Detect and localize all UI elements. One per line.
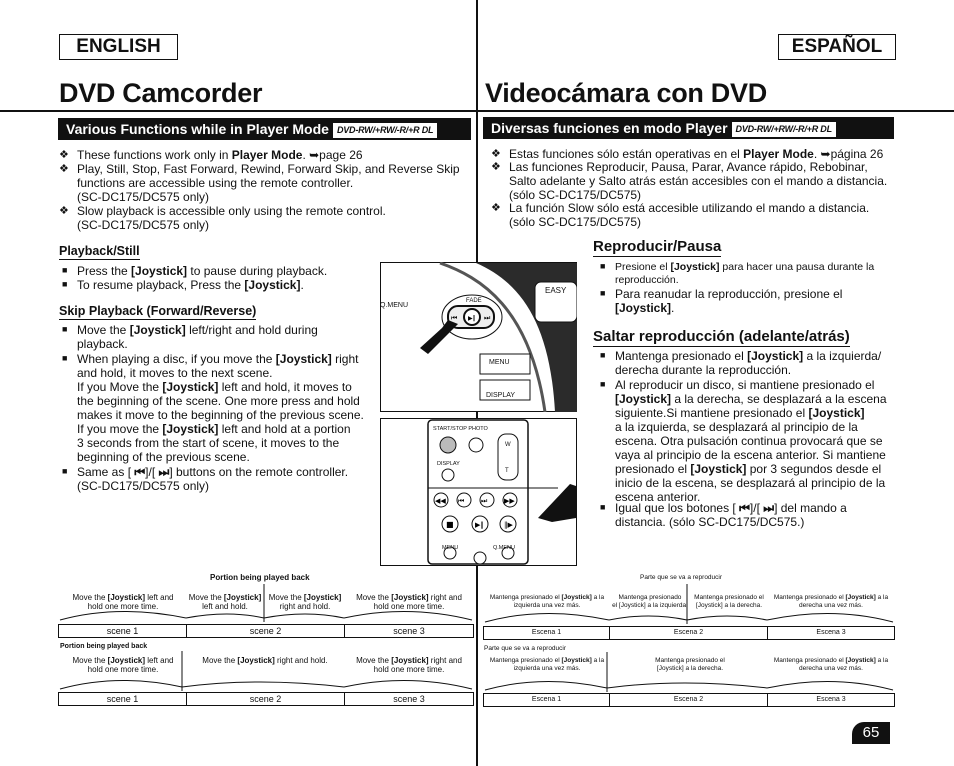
en-scene-1b: scene 1 [59,693,187,705]
diamond-bullet-icon: ❖ [59,149,69,161]
english-label: ENGLISH [59,34,178,60]
es-skip-1: ■ Mantenga presionado el [Joystick] a la izquierda/ derecha durante la reproducción. [600,349,882,377]
es-scene-bar-top [483,626,895,640]
camera-qmenu-label: Q.MENU [380,302,408,309]
title-rule-right [478,110,954,112]
remote-qmenu-label: Q.MENU [493,545,515,551]
title-rule-left [0,110,476,112]
diamond-bullet-icon: ❖ [59,205,69,217]
es-top-caption-3: Mantenga presionado el [Joystick] a la derecha. [694,594,764,609]
es-top-caption-1: Mantenga presionado el [Joystick] a la izquierda una vez más. [489,594,605,609]
diamond-bullet-icon: ❖ [491,148,501,160]
en-scene-bar-bottom [58,692,474,706]
en-scene-1: scene 1 [59,625,187,637]
svg-text:■: ■ [446,520,454,529]
en-bottom-caption-2: Move the [Joystick] right and hold. [202,656,328,665]
svg-text:⏭: ⏭ [484,314,491,322]
page-title-es: Videocámara con DVD [485,78,767,108]
square-bullet-icon: ■ [600,379,606,389]
en-bottom-caption-3: Move the [Joystick] right and hold one more time. [356,656,462,674]
es-scene-2: Escena 2 [610,627,768,639]
diamond-bullet-icon: ❖ [491,161,501,173]
es-play-2: ■ Para reanudar la reproducción, presione el [Joystick]. [600,287,843,315]
remote-illustration [380,418,577,566]
en-intro-1: ❖ These functions work only in Player Mode. ➥page 26 [59,148,363,162]
square-bullet-icon: ■ [62,353,68,363]
es-top-caption-2: Mantenga presionado el [Joystick] a la izquierda. [612,594,688,609]
en-scene-2b: scene 2 [187,693,345,705]
camera-fade-label: FADE [466,298,482,304]
svg-text:▶‖: ▶‖ [468,315,476,322]
remote-menu-label: MENU [442,545,459,551]
section-title-es: Diversas funciones en modo Player [491,120,728,136]
square-bullet-icon: ■ [62,279,68,289]
en-scene-3: scene 3 [393,626,425,636]
en-intro-3: ❖ Slow playback is accessible only using the remote control. [59,204,386,218]
es-scene-1b: Escena 1 [484,694,610,706]
remote-w-label: W [505,442,511,448]
en-scene-3b: scene 3 [393,694,425,704]
section-header-es [483,117,894,139]
es-intro-3: ❖ La función Slow sólo está accesible utilizando el mando a distancia. (sólo SC-DC175/DC575) [491,201,870,229]
en-scene-2: scene 2 [187,625,345,637]
es-bottom-caption-1: Mantenga presionado el [Joystick] a la izquierda una vez más. [489,657,605,672]
en-skip-2: ■ When playing a disc, if you move the [Joystick] right and hold, it moves to the next scene. If you Move the [Joystick] left and hold, it moves to the beginning of the scene. One more press and hold makes it move to the beginning of the previous scene. If you move the [Joystick] left and hold at a portion 3 seconds from the start of scene, it moves to the beginning of the previous scene. [62,352,364,464]
reproducir-pausa-heading: Reproducir/Pausa [593,238,722,255]
svg-text:⏮: ⏮ [458,497,465,505]
disc-badge-en: DVD-RW/+RW/-R/+R DL [333,123,437,138]
en-top-caption-2: Move the [Joystick] left and hold. [188,593,262,611]
diamond-bullet-icon: ❖ [491,202,501,214]
square-bullet-icon: ■ [62,265,68,275]
remote-display-label: DISPLAY [437,461,460,467]
section-title-en: Various Functions while in Player Mode [66,121,329,137]
es-top-caption-4: Mantenga presionado el [Joystick] a la derecha una vez más. [773,594,889,609]
disc-badge-es: DVD-RW/+RW/-R/+R DL [732,122,836,137]
svg-text:◀◀: ◀◀ [435,497,446,505]
es-portion-label-1: Parte que se va a reproducir [640,574,723,581]
square-bullet-icon: ■ [62,324,68,334]
es-bottom-caption-3: Mantenga presionado el [Joystick] a la derecha una vez más. [773,657,889,672]
saltar-reproduccion-heading: Saltar reproducción (adelante/atrás) [593,328,850,345]
en-top-caption-3: Move the [Joystick] right and hold. [268,593,342,611]
remote-t-label: T [505,468,509,474]
square-bullet-icon: ■ [62,466,68,476]
diamond-bullet-icon: ❖ [59,163,69,175]
camcorder-illustration [380,262,577,412]
page-title-en: DVD Camcorder [59,78,263,108]
svg-text:▶▶: ▶▶ [504,497,515,505]
es-scene-bar-bottom [483,693,895,707]
en-top-caption-4: Move the [Joystick] right and hold one more time. [356,593,462,611]
es-bottom-caption-2: Mantenga presionado el [Joystick] a la derecha. [655,657,725,672]
en-intro-3b: (SC-DC175/DC575 only) [77,218,210,232]
en-portion-label-1: Portion being played back [210,573,310,582]
svg-text:⏮: ⏮ [451,314,458,322]
section-header-en [58,118,471,140]
svg-text:▶‖: ▶‖ [475,521,484,529]
svg-text:‖▶: ‖▶ [504,521,513,529]
en-portion-label-2: Portion being played back [60,643,148,650]
en-scene-bar-top [58,624,474,638]
es-intro-2: ❖ Las funciones Reproducir, Pausa, Parar, Avance rápido, Rebobinar, Salto adelante y Salto atrás están accesibles con el mando a distancia. (sólo SC-DC175/DC575) [491,160,888,202]
square-bullet-icon: ■ [600,288,606,298]
camera-menu-label: MENU [489,359,510,366]
playback-still-heading: Playback/Still [59,244,140,258]
remote-startstop-label: START/STOP PHOTO [433,426,488,432]
spanish-label: ESPAÑOL [778,34,896,60]
es-play-1: ■ Presione el [Joystick] para hacer una pausa durante la reproducción. [600,261,875,286]
es-scene-3b: Escena 3 [816,696,846,703]
es-skip-2: ■ Al reproducir un disco, si mantiene presionado el [Joystick] a la derecha, se desplazará a la escena siguiente.Si mantiene presionado el [Joystick] a la izquierda, se desplazará al principio de la escena. Otra pulsación continua provocará que se vaya al principio de la escena anterior. Si mantiene presionado el [Joystick] por 3 segundos desde el inicio de la escena, se desplazará al principio de la escena anterior. [600,378,887,504]
en-bottom-caption-1: Move the [Joystick] left and hold one more time. [72,656,174,674]
es-scene-2b: Escena 2 [610,694,768,706]
es-scene-3: Escena 3 [816,629,846,636]
en-playback-2: ■ To resume playback, Press the [Joystick]. [62,278,304,292]
en-top-caption-1: Move the [Joystick] left and hold one more time. [72,593,174,611]
en-skip-3: ■ Same as [ ⏮]/[ ⏭] buttons on the remote controller. (SC-DC175/DC575 only) [62,465,349,493]
camera-easy-label: EASY [545,286,567,295]
remote-svg [380,418,577,566]
en-intro-2b: (SC-DC175/DC575 only) [77,190,210,204]
camcorder-svg [380,262,577,412]
en-playback-1: ■ Press the [Joystick] to pause during playback. [62,264,328,278]
es-portion-label-2: Parte que se va a reproducir [484,645,567,652]
es-skip-3: ■ Igual que los botones [ ⏮]/[ ⏭] del mando a distancia. (sólo SC-DC175/DC575.) [600,501,847,529]
en-intro-2: ❖ Play, Still, Stop, Fast Forward, Rewind, Forward Skip, and Reverse Skip functions are accessible using the remote controller. [59,162,460,190]
square-bullet-icon: ■ [600,502,606,512]
camera-display-label: DISPLAY [486,392,516,399]
square-bullet-icon: ■ [600,350,606,360]
skip-playback-heading: Skip Playback (Forward/Reverse) [59,304,257,318]
es-intro-1: ❖ Estas funciones sólo están operativas en el Player Mode. ➥página 26 [491,147,884,161]
es-scene-1: Escena 1 [484,627,610,639]
page-number: 65 [852,722,890,744]
square-bullet-icon: ■ [600,261,606,271]
svg-text:⏭: ⏭ [481,497,488,505]
en-skip-1: ■ Move the [Joystick] left/right and hold during playback. [62,323,318,351]
